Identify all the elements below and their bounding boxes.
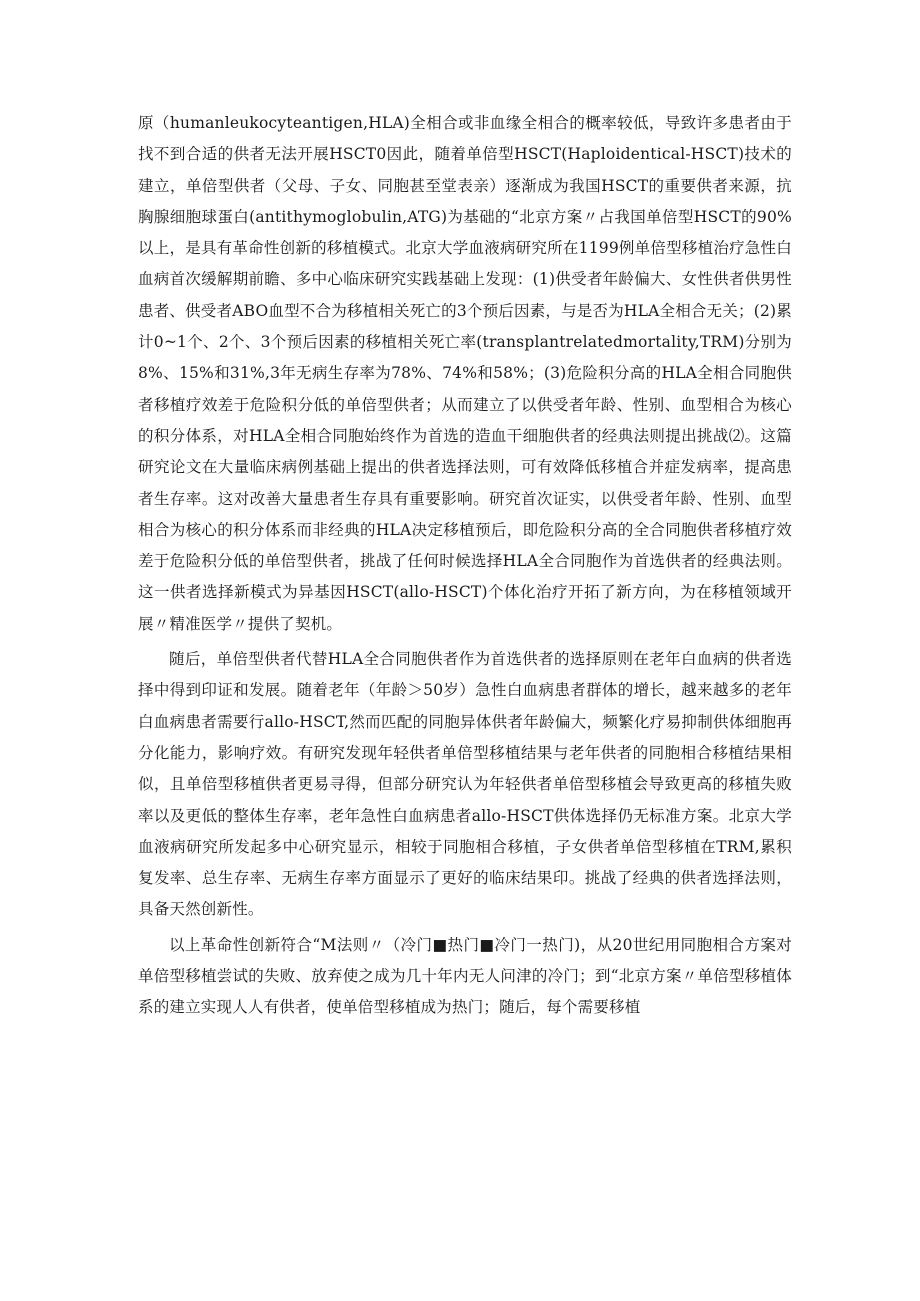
paragraph-2: 随后，单倍型供者代替HLA全合同胞供者作为首选供者的选择原则在老年白血病的供者选择中得到印证和发展。随着老年（年龄＞50岁）急性白血病患者群体的增长，越来越多的老年白血病患者需要行allo-HSCT,然而匹配的同胞异体供者年龄偏大，频繁化疗易抑制供体细胞再分化能力，影响疗效。有研究发现年轻供者单倍型移植结果与老年供者的同胞相合移植结果相似，且单倍型移植供者更易寻得，但部分研究认为年轻供者单倍型移植会导致更高的移植失败率以及更低的整体生存率，老年急性白血病患者allo-HSCT供体选择仍无标准方案。北京大学血液病研究所发起多中心研究显示，相较于同胞相合移植，子女供者单倍型移植在TRM,累积复发率、总生存率、无病生存率方面显示了更好的临床结果印。挑战了经典的供者选择法则，具备天然创新性。 xyxy=(138,650,792,919)
document-page xyxy=(138,108,792,1028)
paragraph-3: 以上革命性创新符合“M法则〃（冷门■热门■冷门一热门)，从20世纪用同胞相合方案对单倍型移植尝试的失败、放弃使之成为几十年内无人问津的冷门；到“北京方案〃单倍型移植体系的建立实现人人有供者，使单倍型移植成为热门；随后，每个需要移植 xyxy=(138,935,792,1017)
paragraph-1: 原（humanleukocyteantigen,HLA)全相合或非血缘全相合的概率较低，导致许多患者由于找不到合适的供者无法开展HSCT0因此，随着单倍型HSCT(Haploidentical-HSCT)技术的建立，单倍型供者（父母、子女、同胞甚至堂表亲）逐渐成为我国HSCT的重要供者来源，抗胸腺细胞球蛋白(antithymoglobulin,ATG)为基础的“北京方案〃占我国单倍型HSCT的90%以上，是具有革命性创新的移植模式。北京大学血液病研究所在1199例单倍型移植治疗急性白血病首次缓解期前瞻、多中心临床研究实践基础上发现：(1)供受者年龄偏大、女性供者供男性患者、供受者ABO血型不合为移植相关死亡的3个预后因素，与是否为HLA全相合无关；(2)累计0~1个、2个、3个预后因素的移植相关死亡率(transplantrelatedmortality,TRM)分别为8%、15%和31%,3年无病生存率为78%、74%和58%；(3)危险积分高的HLA全相合同胞供者移植疗效差于危险积分低的单倍型供者；从而建立了以供受者年龄、性别、血型相合为核心的积分体系，对HLA全相合同胞始终作为首选的造血干细胞供者的经典法则提出挑战⑵。这篇研究论文在大量临床病例基础上提出的供者选择法则，可有效降低移植合并症发病率，提高患者生存率。这对改善大量患者生存具有重要影响。研究首次证实，以供受者年龄、性别、血型相合为核心的积分体系而非经典的HLA决定移植预后，即危险积分高的全合同胞供者移植疗效差于危险积分低的单倍型供者，挑战了任何时候选择HLA全合同胞作为首选供者的经典法则。这一供者选择新模式为异基因HSCT(allo-HSCT)个体化治疗开拓了新方向，为在移植领域开展〃精准医学〃提供了契机。 xyxy=(138,114,792,633)
